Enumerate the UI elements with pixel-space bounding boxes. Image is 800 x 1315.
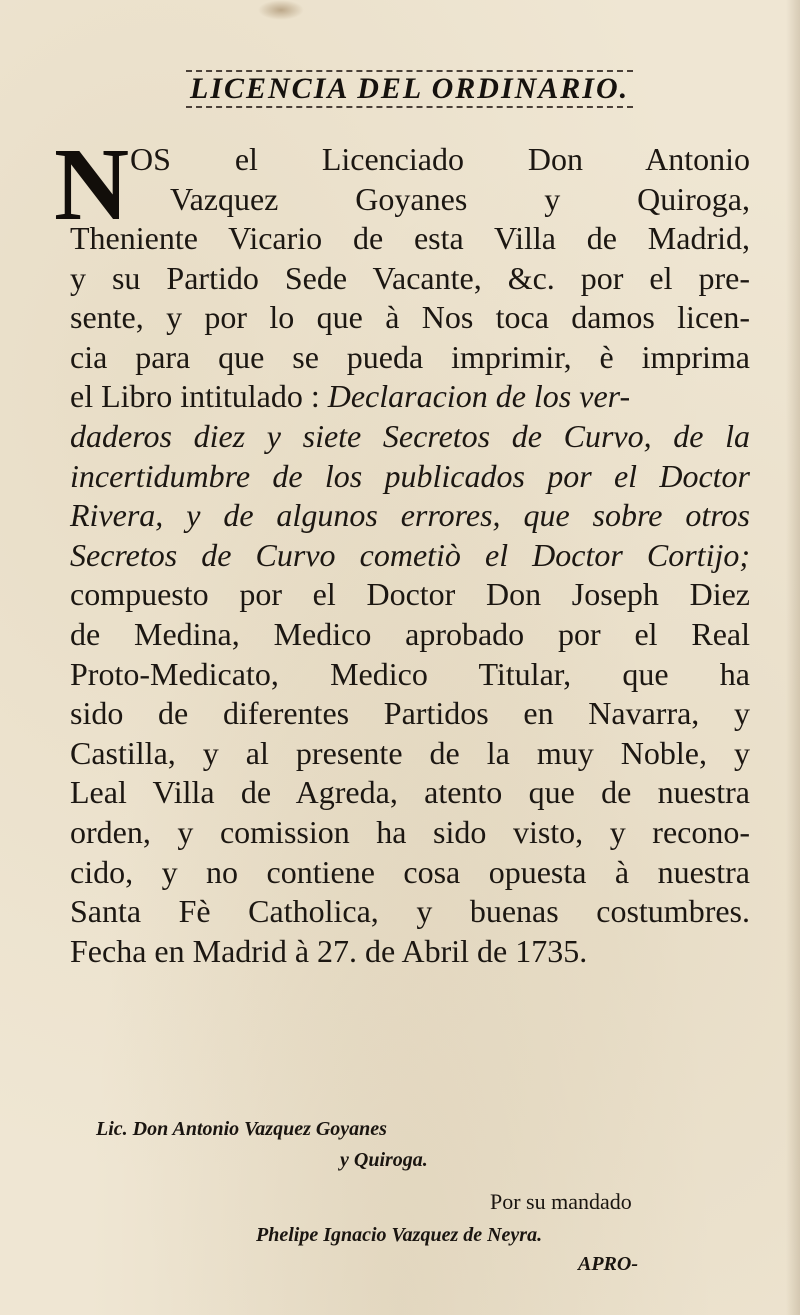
drop-cap: N: [54, 127, 130, 242]
page-edge-shadow: [786, 0, 800, 1315]
text-roman: el Libro intitulado :: [70, 378, 328, 415]
text-line: compuesto por el Doctor Don Joseph Diez: [70, 576, 750, 613]
catchword: APRO-: [578, 1253, 638, 1275]
book-title-start: Declaracion de los ver-: [327, 378, 631, 415]
signature-line-2: y Quiroga.: [340, 1149, 428, 1171]
text-line: sente, y por lo que à Nos toca damos licen-: [70, 299, 750, 336]
text-line: Theniente Vicario de esta Villa de Madrid,: [70, 220, 750, 256]
text-line: Santa Fè Catholica, y buenas costumbres.: [70, 893, 750, 930]
body-text: [70, 219, 750, 971]
text-line: de Medina, Medico aprobado por el Real: [70, 615, 750, 652]
text-line: orden, y comission ha sido visto, y recono-: [70, 813, 750, 850]
page-heading: LICENCIA DEL ORDINARIO.: [186, 70, 633, 108]
text-line-mixed: [70, 377, 750, 417]
signature-line-1: Lic. Don Antonio Vazquez Goyanes: [96, 1118, 387, 1140]
text-line: Leal Villa de Agreda, atento que de nuestra: [70, 774, 750, 811]
text-line: OS el Licenciado Don Antonio: [130, 141, 750, 177]
opening-lines: [130, 140, 750, 219]
text-line: cido, y no contiene cosa opuesta à nuestra: [70, 853, 750, 890]
text-line: cia para que se pueda imprimir, è imprima: [70, 338, 750, 375]
text-line: Proto-Medicato, Medico Titular, que ha: [70, 655, 750, 692]
book-title-line: Secretos de Curvo cometiò el Doctor Cortijo;: [70, 536, 750, 573]
text-line: Vazquez Goyanes y Quiroga,: [170, 180, 750, 217]
text-line: sido de diferentes Partidos en Navarra, y: [70, 695, 750, 732]
text-line: Castilla, y al presente de la muy Noble, y: [70, 734, 750, 771]
book-title-line: daderos diez y siete Secretos de Curvo, de la: [70, 417, 750, 454]
date-line: Fecha en Madrid à 27. de Abril de 1735.: [70, 932, 588, 969]
text-line: y su Partido Sede Vacante, &c. por el pre-: [70, 259, 750, 296]
by-order-text: Por su mandado: [490, 1189, 632, 1214]
paper-stain: [258, 0, 304, 20]
book-title-line: Rivera, y de algunos errores, que sobre otros: [70, 497, 750, 534]
book-title-line: incertidumbre de los publicados por el Doctor: [70, 457, 750, 494]
secretary-signature: Phelipe Ignacio Vazquez de Neyra.: [256, 1224, 543, 1246]
